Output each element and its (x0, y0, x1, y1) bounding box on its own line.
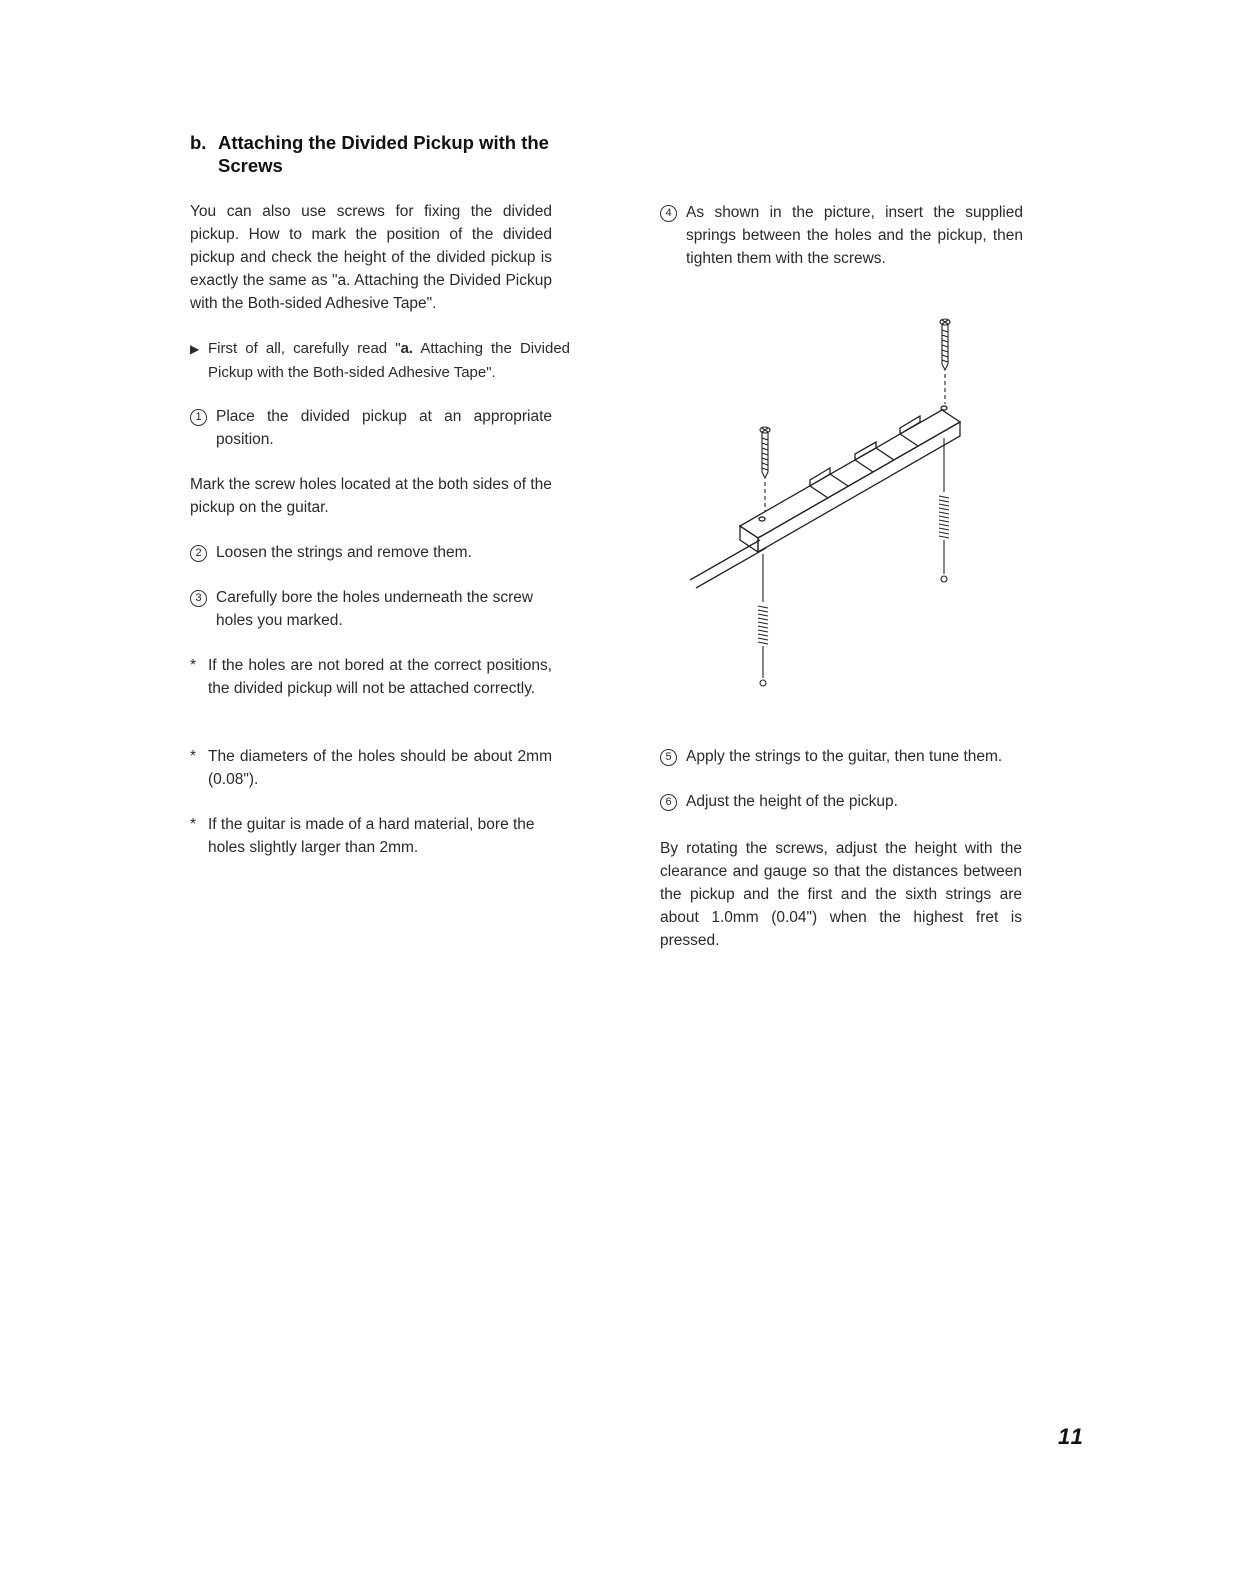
note-hole-diameter (190, 745, 552, 791)
step-3-number: 3 (190, 590, 207, 607)
note-hole-diameter-text: The diameters of the holes should be about 2mm (0.08"). (208, 748, 552, 788)
step-1-number: 1 (190, 409, 207, 426)
step-6-text: Adjust the height of the pickup. (686, 793, 898, 810)
section-letter: b. (190, 132, 207, 153)
section-title: Attaching the Divided Pickup with the Screws (218, 132, 549, 176)
left-spring-icon (758, 554, 768, 686)
note-hard-material-text: If the guitar is made of a hard material, bore the holes slightly larger than 2mm. (208, 816, 535, 856)
step-5-number: 5 (660, 749, 677, 766)
step-4-number: 4 (660, 205, 677, 222)
page-number: 11 (1058, 1424, 1085, 1449)
note-correct-positions (190, 654, 552, 700)
pickup-screw-illustration (680, 312, 980, 692)
pickup-bar-icon (740, 410, 960, 538)
section-heading (190, 131, 570, 177)
closing-paragraph: By rotating the screws, adjust the height with the clearance and gauge so that the distances between the pickup and the first and the sixth strings are about 1.0mm (0.04") when the highest fret is pressed. (660, 840, 1022, 949)
note-read-first-pre: First of all, carefully read " (208, 340, 401, 357)
step-6-number: 6 (660, 794, 677, 811)
asterisk-icon: * (190, 748, 197, 765)
step-2 (190, 541, 552, 564)
step-2-text: Loosen the strings and remove them. (216, 544, 472, 561)
step-3 (190, 586, 552, 632)
step-4 (660, 201, 1023, 270)
asterisk-icon: * (190, 816, 197, 833)
right-screw-icon (940, 319, 950, 404)
right-spring-icon (939, 438, 949, 582)
note-read-first (190, 337, 570, 384)
mark-paragraph: Mark the screw holes located at the both sides of the pickup on the guitar. (190, 476, 552, 516)
note-hard-material (190, 813, 552, 859)
note-read-first-post: Attaching the Divided Pickup with the Both-sided Adhesive Tape". (208, 340, 570, 381)
note-correct-positions-text: If the holes are not bored at the correct positions, the divided pickup will not be attached correctly. (208, 657, 552, 697)
step-5-text: Apply the strings to the guitar, then tune them. (686, 748, 1003, 765)
left-screw-icon (760, 427, 770, 512)
step-1 (190, 405, 552, 451)
step-1-text: Place the divided pickup at an appropriate position. (216, 408, 552, 448)
step-5 (660, 745, 1023, 768)
step-3-text: Carefully bore the holes underneath the screw holes you marked. (216, 589, 534, 629)
step-6 (660, 790, 1023, 813)
step-2-number: 2 (190, 545, 207, 562)
intro-paragraph: You can also use screws for fixing the divided pickup. How to mark the position of the divided pickup and check the height of the divided pickup is exactly the same as "a. Attaching the Divided Pickup with the Both-sided Adhesive Tape". (190, 203, 552, 312)
step-4-text: As shown in the picture, insert the supplied springs between the holes and the pickup, then tighten them with the screws. (686, 204, 1023, 267)
note-read-first-bold: a. (400, 340, 414, 357)
asterisk-icon: * (190, 657, 197, 674)
triangle-bullet-icon: ▶ (190, 342, 200, 356)
